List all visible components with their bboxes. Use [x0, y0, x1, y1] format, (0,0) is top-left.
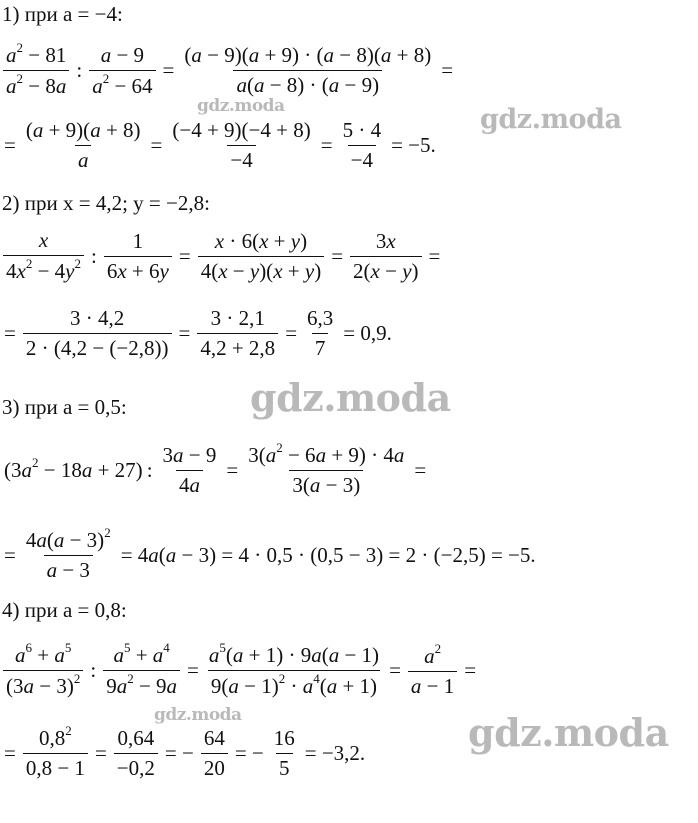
problem-3-heading: 3) при a = 0,5:	[2, 395, 127, 419]
fraction: $\frac{3x}{2(x - y)}$	[350, 229, 422, 284]
fraction: $\frac{3 \cdot 2,1}{4,2 + 2,8}$	[197, 306, 278, 361]
fraction: $\frac{a^2}{a - 1}$	[408, 643, 457, 699]
watermark: gdz.moda	[197, 96, 285, 116]
problem-1-heading: 1) при a = −4:	[2, 2, 123, 26]
watermark: gdz.moda	[468, 710, 669, 755]
fraction: $\frac{3 \cdot 4,2}{2 \cdot (4,2 - (-2,8))}$	[23, 306, 172, 361]
problem-3-line-1: $(3a^2 - 18a + 27)$ : $\frac{3a - 9}{4a}$ = $\frac{3(a^2 - 6a + 9) \cdot 4a}{3(a - 3)}$ =	[4, 440, 427, 497]
fraction: $\frac{x \cdot 6(x + y)}{4(x - y)(x + y)}$	[198, 229, 325, 284]
fraction: $\frac{(a + 9)(a + 8)}{a}$	[25, 118, 141, 172]
fraction: $\frac{4a(a - 3)^2}{a - 3}$	[25, 525, 111, 582]
fraction: $\frac{1}{6x + 6y}$	[104, 229, 172, 284]
fraction: $\frac{a^5(a + 1) \cdot 9a(a - 1)}{9(a - 1)^2 \cdot a^4(a + 1)}$	[208, 640, 380, 698]
problem-2-line-1: $\frac{x}{4x^2 - 4y^2}$ : $\frac{1}{6x + 6y}$ = $\frac{x \cdot 6(x + y)}{4(x - y)(x + y)}$ = $\frac{3x}{2(x - y)}$ =	[0, 228, 444, 284]
problem-4-line-1: $\frac{a^6 + a^5}{(3a - 3)^2}$ : $\frac{a^5 + a^4}{9a^2 - 9a}$ = $\frac{a^5(a + 1) \cdot 9a(a - 1)}{9(a - 1)^2 \cdot a^4(a + 1)}$ = $\frac{a^2}{a - 1}$ =	[0, 642, 480, 699]
problem-4-heading: 4) при a = 0,8:	[2, 598, 127, 622]
watermark: gdz.moda	[154, 705, 242, 725]
watermark: gdz.moda	[480, 104, 622, 135]
fraction: $\frac{64}{20}$	[201, 726, 228, 781]
problem-4-line-2: = $\frac{0,8^2}{0,8 - 1}$ = $\frac{0,64}{-0,2}$ = − $\frac{64}{20}$ = − $\frac{16}{5}$ = −3,2.	[4, 723, 366, 780]
problem-3-line-2: = $\frac{4a(a - 3)^2}{a - 3}$ = 4a(a − 3) = 4 · 0,5 · (0,5 − 3) = 2 · (−2,5) = −5.	[4, 525, 536, 582]
fraction: $\frac{a^2 - 81}{a^2 - 8a}$	[3, 42, 69, 99]
fraction: $\frac{3a - 9}{4a}$	[162, 442, 217, 497]
fraction: $\frac{a - 9}{a^2 - 64}$	[89, 43, 155, 99]
problem-1-line-1: $\frac{a^2 - 81}{a^2 - 8a}$ : $\frac{a - 9}{a^2 - 64}$ = $\frac{(a - 9)(a + 9) \cdot (a - 8)(a + 8)}{a(a - 8) \cdot (a - 9)}$ =	[0, 42, 457, 99]
fraction: $\frac{a^5 + a^4}{9a^2 - 9a}$	[103, 642, 180, 699]
fraction: $\frac{0,64}{-0,2}$	[114, 726, 158, 781]
fraction: $\frac{6,3}{7}$	[307, 306, 334, 360]
problem-2-line-2: = $\frac{3 \cdot 4,2}{2 \cdot (4,2 - (-2,8))}$ = $\frac{3 \cdot 2,1}{4,2 + 2,8}$ = $\frac{6,3}{7}$ = 0,9.	[4, 306, 392, 360]
watermark: gdz.moda	[250, 375, 451, 420]
fraction: $\frac{3(a^2 - 6a + 9) \cdot 4a}{3(a - 3)}$	[248, 440, 405, 497]
fraction: $\frac{x}{4x^2 - 4y^2}$	[3, 228, 84, 284]
fraction: $\frac{(a - 9)(a + 9) \cdot (a - 8)(a + 8)}{a(a - 8) \cdot (a - 9)}$	[184, 43, 432, 97]
fraction: $\frac{0,8^2}{0,8 - 1}$	[23, 725, 88, 781]
fraction: $\frac{(-4 + 9)(-4 + 8)}{-4}$	[172, 118, 311, 172]
fraction: $\frac{a^6 + a^5}{(3a - 3)^2}$	[3, 642, 83, 699]
fraction: $\frac{16}{5}$	[273, 725, 295, 780]
fraction: $\frac{5 \cdot 4}{-4}$	[342, 118, 382, 172]
problem-2-heading: 2) при x = 4,2; y = −2,8:	[2, 191, 210, 215]
problem-1-line-2: = $\frac{(a + 9)(a + 8)}{a}$ = $\frac{(-4 + 9)(-4 + 8)}{-4}$ = $\frac{5 \cdot 4}{-4}$ = −5.	[4, 118, 436, 172]
